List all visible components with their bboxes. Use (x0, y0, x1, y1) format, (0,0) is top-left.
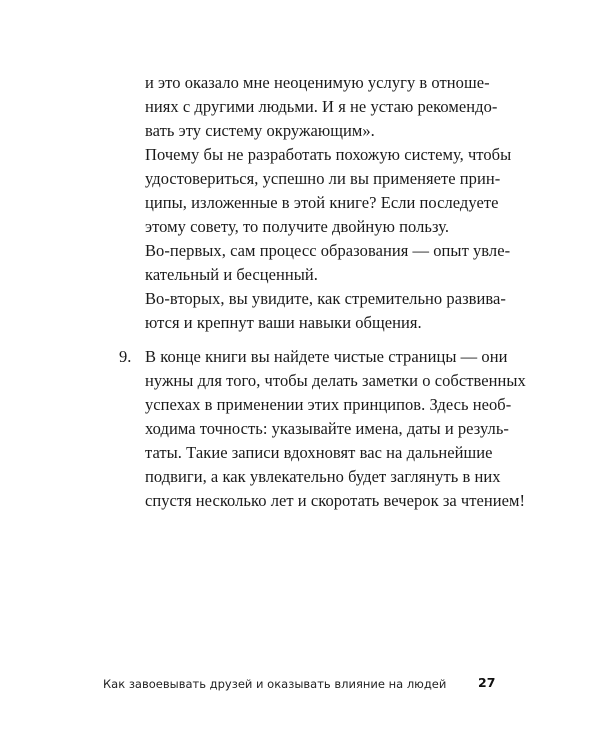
page-number: 27 (478, 675, 496, 690)
text-line: ниях с другими людьми. И я не устаю рекомендо- (145, 97, 498, 116)
text-line: кательный и бесценный. (145, 265, 318, 284)
text-line: Во-вторых, вы увидите, как стремительно развива- (145, 289, 506, 308)
text-line: таты. Такие записи вдохновят вас на дальнейшие (145, 443, 493, 462)
text-line: успехах в применении этих принципов. Здесь необ- (145, 395, 512, 414)
text-line: вать эту систему окружающим». (145, 121, 375, 140)
text-line: ходима точность: указывайте имена, даты и резуль- (145, 419, 509, 438)
text-line: и это оказало мне неоценимую услугу в отноше- (145, 73, 490, 92)
text-line: этому совету, то получите двойную пользу. (145, 217, 450, 236)
text-line: Во-первых, сам процесс образования — опыт увле- (145, 241, 511, 260)
text-line: ются и крепнут ваши навыки общения. (145, 313, 422, 332)
text-line: Почему бы не разработать похожую систему, чтобы (145, 145, 512, 164)
running-footer-title: Как завоевывать друзей и оказывать влияние на людей (103, 677, 447, 691)
text-line: В конце книги вы найдете чистые страницы — они (145, 347, 508, 366)
text-line: удостовериться, успешно ли вы применяете прин- (145, 169, 501, 188)
text-line: спустя несколько лет и скоротать вечерок за чтением! (145, 491, 526, 510)
list-item-number: 9. (119, 347, 132, 366)
text-line: нужны для того, чтобы делать заметки о собственных (145, 371, 526, 390)
text-line: ципы, изложенные в этой книге? Если последуете (145, 193, 499, 212)
text-line: подвиги, а как увлекательно будет заглянуть в них (145, 467, 501, 486)
